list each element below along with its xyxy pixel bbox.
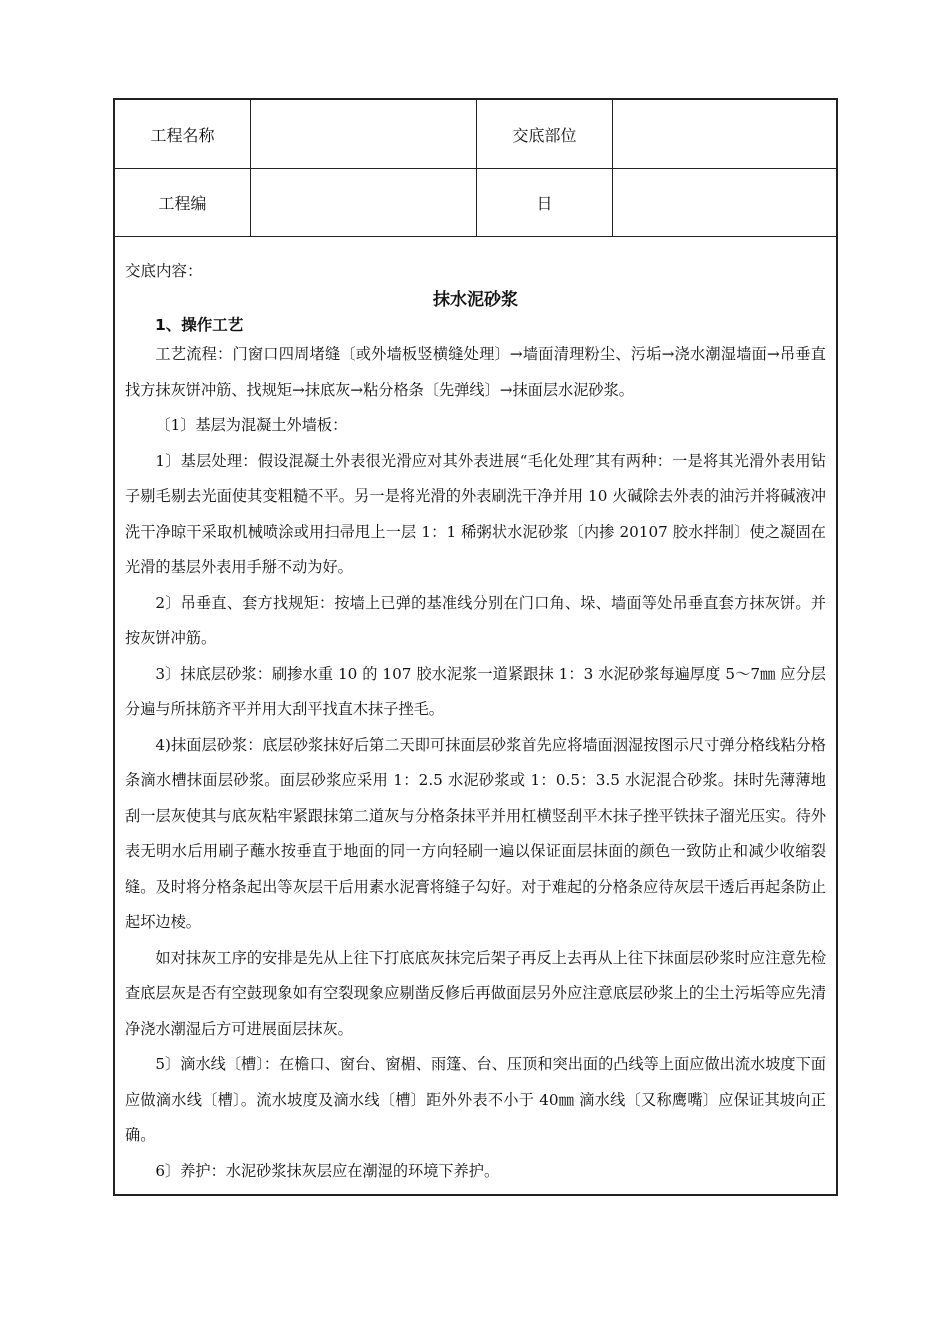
paragraph: 1〕基层处理：假设混凝土外表很光滑应对其外表进展“毛化处理″其有两种：一是将其光滑外表用钻子剔毛剔去光面使其变粗糙不平。另一是将光滑的外表刷洗干净并用 10 火碱除去外表的油污并将碱液冲洗干净晾干采取机械喷涂或用扫帚甩上一层 1：1 稀粥状水泥砂浆〔内掺 20107 胶水拌制〕使之凝固在光滑的基层外表用手掰不动为好。 xyxy=(125,451,826,576)
disclosure-content xyxy=(115,237,836,1194)
paragraph: 4)抹面层砂浆：底层砂浆抹好后第二天即可抹面层砂浆首先应将墙面洇湿按图示尺寸弹分格线粘分格条滴水槽抹面层砂浆。面层砂浆应采用 1：2.5 水泥砂浆或 1：0.5：3.5 水泥混合砂浆。抹时先薄薄地刮一层灰使其与底灰粘牢紧跟抹第二道灰与分格条抹平并用杠横竖刮平木抹子挫平铁抹子溜光压实。待外表无明水后用刷子蘸水按垂直于地面的同一方向轻刷一遍以保证面层抹面的颜色一致防止和减少收缩裂缝。及时将分格条起出等灰层干后用素水泥膏将缝子勾好。对于难起的分格条应待灰层干透后再起条防止起坏边棱。 xyxy=(125,735,826,931)
project-number-label: 工程编 xyxy=(158,193,207,213)
project-number-value[interactable] xyxy=(251,168,476,236)
content-label: 交底内容： xyxy=(125,262,203,280)
paragraph: 如对抹灰工序的安排是先从上往下打底底灰抹完后架子再反上去再从上往下抹面层砂浆时应注意先检查底层灰是否有空鼓现象如有空裂现象应剔凿反修后再做面层另外应注意底层砂浆上的尘土污垢等应先清净浇水潮湿后方可进展面层抹灰。 xyxy=(125,948,826,1038)
project-name-label: 工程名称 xyxy=(150,125,215,145)
project-name-value[interactable] xyxy=(251,100,476,168)
date-value[interactable] xyxy=(613,168,836,236)
document-title: 抹水泥砂浆 xyxy=(433,290,518,310)
date-label: 日 xyxy=(536,193,553,213)
disclosure-form xyxy=(113,98,838,1196)
paragraph: 5〕滴水线〔槽〕：在檐口、窗台、窗楣、雨篷、台、压顶和突出面的凸线等上面应做出流水坡度下面应做滴水线〔槽〕。流水坡度及滴水线〔槽〕距外外表不小于 40㎜ 滴水线〔又称鹰嘴〕应保证其坡向正确。 xyxy=(125,1055,826,1144)
paragraph: 3〕抹底层砂浆：刷掺水重 10 的 107 胶水泥浆一道紧跟抹 1：3 水泥砂浆每遍厚度 5～7㎜ 应分层分遍与所抹筋齐平并用大刮平找直木抹子挫毛。 xyxy=(125,664,826,718)
section-heading: 1、操作工艺 xyxy=(155,316,244,334)
header-row-1 xyxy=(115,100,836,169)
body-text xyxy=(125,337,826,1189)
paragraph: 工艺流程：门窗口四周堵缝〔或外墙板竖横缝处理〕→墙面清理粉尘、污垢→浇水潮湿墙面→吊垂直找方抹灰饼冲筋、找规矩→抹底灰→粘分格条〔先弹线〕→抹面层水泥砂浆。 xyxy=(125,345,826,399)
paragraph: 6〕养护：水泥砂浆抹灰层应在潮湿的环境下养护。 xyxy=(155,1161,500,1180)
paragraph: 2〕吊垂直、套方找规矩：按墙上已弹的基准线分别在门口角、垛、墙面等处吊垂直套方抹灰饼。并按灰饼冲筋。 xyxy=(125,593,826,647)
header-row-2 xyxy=(115,168,836,237)
disclosure-location-value[interactable] xyxy=(613,100,836,168)
paragraph: 〔1〕基层为混凝土外墙板： xyxy=(155,416,348,434)
disclosure-location-label: 交底部位 xyxy=(512,125,577,145)
